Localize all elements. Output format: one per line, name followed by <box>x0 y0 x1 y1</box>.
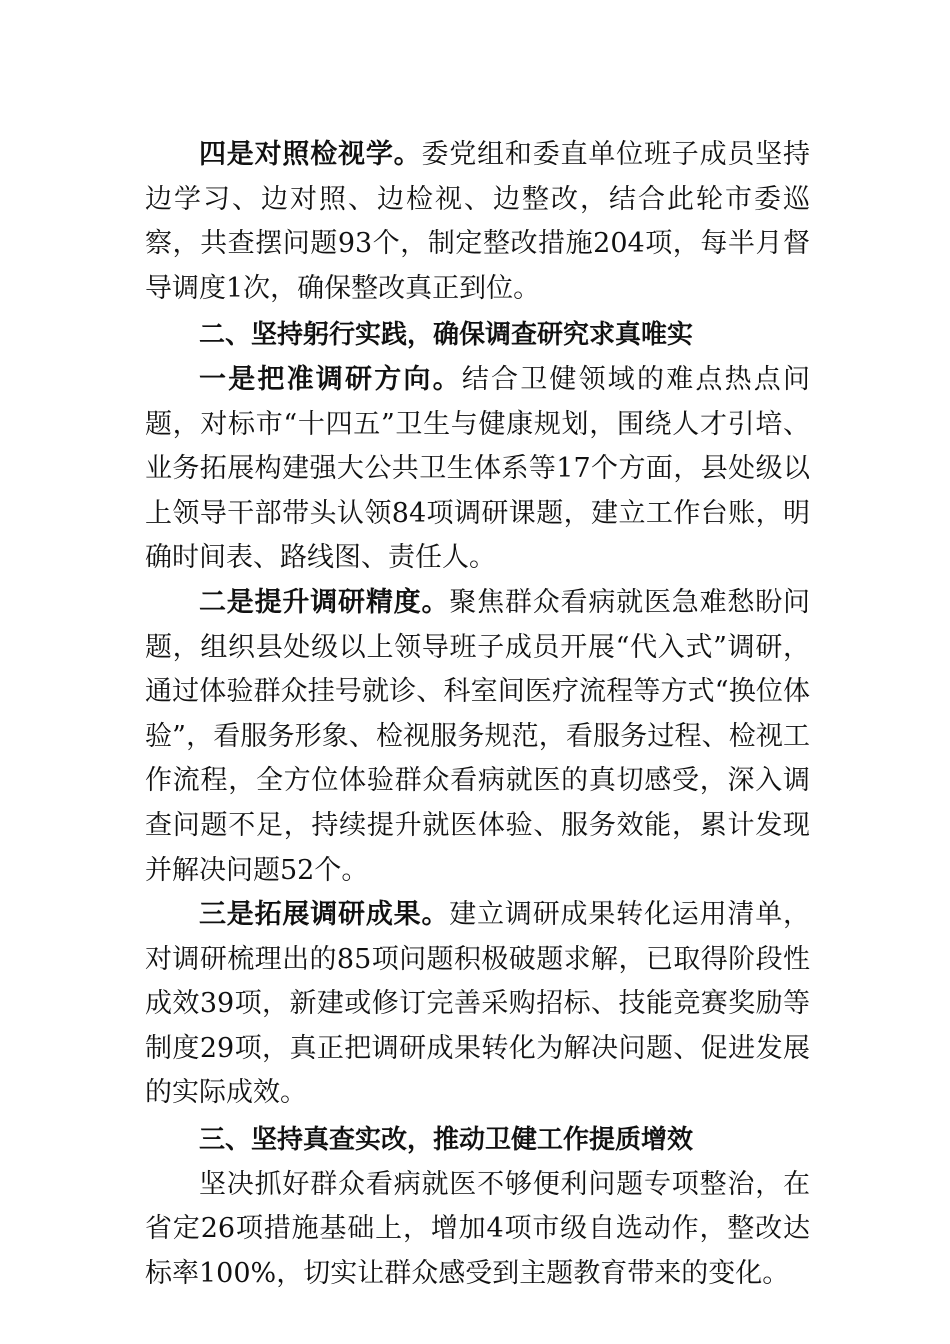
section-heading-rectification: 三、坚持真查实改，推动卫健工作提质增效 <box>199 1125 694 1156</box>
paragraph-lead: 一是把准调研方向。 <box>199 363 462 395</box>
section-heading-practice: 二、坚持躬行实践，确保调查研究求真唯实 <box>199 320 694 351</box>
document-body <box>145 133 810 1296</box>
paragraph-text: 委党组和委直单位班子成员坚持边学习、边对照、边检视、边整改，结合此轮市委巡察，共查摆问题93个，制定整改措施204项，每半月督导调度1次，确保整改真正到位。 <box>145 139 811 304</box>
paragraph-lead: 四是对照检视学。 <box>199 139 422 170</box>
paragraph-research-direction <box>145 358 810 581</box>
paragraph-research-precision <box>145 581 810 893</box>
paragraph-research-results <box>145 893 810 1116</box>
paragraph-lead: 三是拓展调研成果。 <box>199 899 450 931</box>
paragraph-text: 结合卫健领域的难点热点问题，对标市“十四五”卫生与健康规划，围绕人才引培、业务拓展构建强大公共卫生体系等17个方面，县处级以上领导干部带头认领84项调研课题，建立工作台账，明确时间表、路线图、责任人。 <box>145 363 811 574</box>
paragraph-lead: 二是提升调研精度。 <box>199 586 450 618</box>
paragraph-text: 坚决抓好群众看病就医不够便利问题专项整治，在省定26项措施基础上，增加4项市级自选动作，整改达标率100%，切实让群众感受到主题教育带来的变化。 <box>145 1168 810 1289</box>
paragraph-text: 建立调研成果转化运用清单，对调研梳理出的85项问题积极破题求解，已取得阶段性成效39项，新建或修订完善采购招标、技能竞赛奖励等制度29项，真正把调研成果转化为解决问题、促进发展的实际成效。 <box>145 899 811 1109</box>
paragraph-text: 聚焦群众看病就医急难愁盼问题，组织县处级以上领导班子成员开展“代入式”调研，通过体验群众挂号就诊、科室间医疗流程等方式“换位体验”，看服务形象、检视服务规范，看服务过程、检视工作流程，全方位体验群众看病就医的真切感受，深入调查问题不足，持续提升就医体验、服务效能，累计发现并解决问题52个。 <box>145 586 811 886</box>
paragraph-check-and-review <box>145 133 810 311</box>
paragraph-special-rectification <box>145 1163 810 1297</box>
